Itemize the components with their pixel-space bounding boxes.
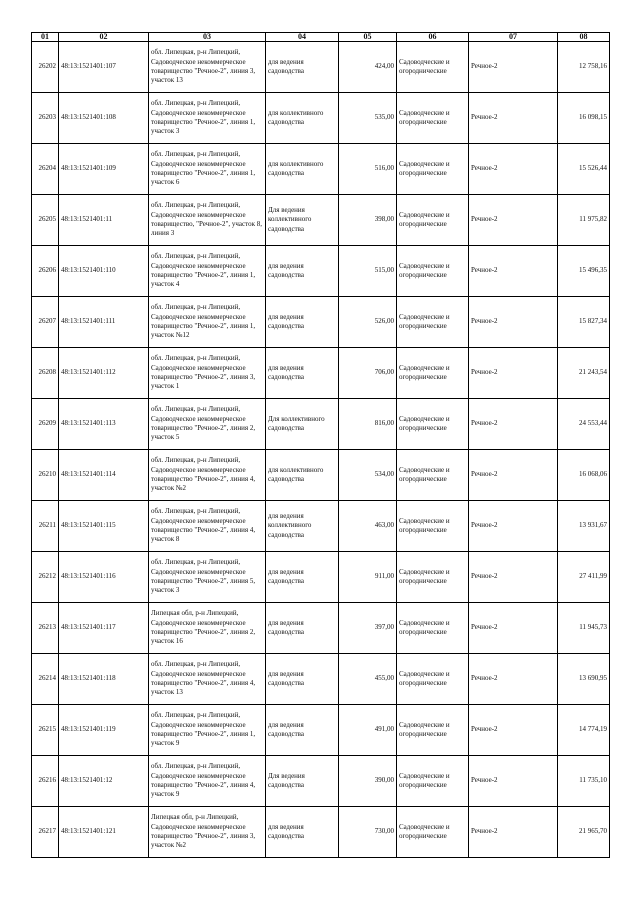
land-category-cell: Садоводческие и огороднические (397, 552, 469, 603)
permitted-use-cell (266, 144, 339, 195)
address-text: обл. Липецкая, р-н Липецкий, Садоводческое некоммерческое товарищество "Речное-2", линия 4, участок 8 (151, 507, 256, 544)
area-cell: 390,00 (339, 756, 397, 807)
header-col-04: 04 (266, 33, 339, 42)
cadastral-number-cell: 48:13:1521401:121 (59, 807, 149, 858)
area-cell: 491,00 (339, 705, 397, 756)
cadastral-number-cell: 48:13:1521401:114 (59, 450, 149, 501)
land-category-cell: Садоводческие и огороднические (397, 807, 469, 858)
land-category-cell: Садоводческие и огороднические (397, 195, 469, 246)
permitted-use-text: Для ведения садоводства (268, 771, 305, 789)
row-id-cell: 26216 (32, 756, 59, 807)
address-text: обл. Липецкая, р-н Липецкий, Садоводческое некоммерческое товарищество "Речное-2", линия 5, участок 3 (151, 558, 256, 595)
locality-cell: Речное-2 (469, 450, 558, 501)
cadastral-number-cell: 48:13:1521401:108 (59, 93, 149, 144)
address-text: обл. Липецкая, р-н Липецкий, Садоводческое некоммерческое товарищество "Речное-2", линия 1, участок 6 (151, 150, 256, 187)
locality-cell: Речное-2 (469, 246, 558, 297)
row-id-cell: 26205 (32, 195, 59, 246)
permitted-use-cell (266, 552, 339, 603)
address-text: обл. Липецкая, р-н Липецкий, Садоводческое некоммерческое товарищество "Речное-2", линия 2, участок 5 (151, 405, 256, 442)
table-row (32, 501, 610, 552)
cadastral-number-cell: 48:13:1521401:115 (59, 501, 149, 552)
header-row (32, 33, 610, 42)
area-cell: 397,00 (339, 603, 397, 654)
permitted-use-cell (266, 399, 339, 450)
address-cell (149, 603, 266, 654)
header-col-06: 06 (397, 33, 469, 42)
permitted-use-cell (266, 450, 339, 501)
cadastral-value-cell: 12 758,16 (558, 42, 610, 93)
cadastral-value-cell: 15 496,35 (558, 246, 610, 297)
cadastral-number-cell: 48:13:1521401:107 (59, 42, 149, 93)
permitted-use-cell (266, 246, 339, 297)
permitted-use-text: для ведения садоводства (268, 567, 304, 585)
row-id-cell: 26209 (32, 399, 59, 450)
row-id-cell: 26213 (32, 603, 59, 654)
cadastral-value-cell: 11 975,82 (558, 195, 610, 246)
area-cell: 424,00 (339, 42, 397, 93)
cadastral-number-cell: 48:13:1521401:118 (59, 654, 149, 705)
area-cell: 526,00 (339, 297, 397, 348)
row-id-cell: 26203 (32, 93, 59, 144)
locality-cell: Речное-2 (469, 144, 558, 195)
table-row (32, 42, 610, 93)
address-cell (149, 144, 266, 195)
address-text: обл. Липецкая, р-н Липецкий, Садоводческое некоммерческое товарищество "Речное-2", линия 1, участок 9 (151, 711, 256, 748)
permitted-use-cell (266, 501, 339, 552)
area-cell: 706,00 (339, 348, 397, 399)
permitted-use-text: для ведения садоводства (268, 669, 304, 687)
address-cell (149, 348, 266, 399)
permitted-use-text: для коллективного садоводства (268, 108, 324, 126)
address-text: обл. Липецкая, р-н Липецкий, Садоводческое некоммерческое товарищество "Речное-2", линия 4, участок 9 (151, 762, 256, 799)
row-id-cell: 26215 (32, 705, 59, 756)
locality-cell: Речное-2 (469, 297, 558, 348)
table-row (32, 450, 610, 501)
cadastral-value-cell: 27 411,99 (558, 552, 610, 603)
land-category-cell: Садоводческие и огороднические (397, 450, 469, 501)
address-cell (149, 552, 266, 603)
permitted-use-text: для ведения садоводства (268, 312, 304, 330)
address-cell (149, 705, 266, 756)
address-cell (149, 756, 266, 807)
land-category-cell: Садоводческие и огороднические (397, 654, 469, 705)
permitted-use-text: для ведения садоводства (268, 261, 304, 279)
locality-cell: Речное-2 (469, 42, 558, 93)
permitted-use-text: для коллективного садоводства (268, 159, 324, 177)
table-row (32, 297, 610, 348)
address-cell (149, 297, 266, 348)
cadastral-number-cell: 48:13:1521401:113 (59, 399, 149, 450)
header-col-08: 08 (558, 33, 610, 42)
table-row (32, 93, 610, 144)
permitted-use-text: для коллективного садоводства (268, 465, 324, 483)
locality-cell: Речное-2 (469, 603, 558, 654)
address-cell (149, 450, 266, 501)
row-id-cell: 26207 (32, 297, 59, 348)
address-cell (149, 195, 266, 246)
address-text: Липецкая обл, р-н Липецкий, Садоводческое некоммерческое товарищество "Речное-2", линия 2, участок 16 (151, 609, 256, 646)
cadastral-value-cell: 16 068,06 (558, 450, 610, 501)
cadastral-number-cell: 48:13:1521401:11 (59, 195, 149, 246)
permitted-use-text: для ведения садоводства (268, 57, 304, 75)
permitted-use-text: для ведения садоводства (268, 720, 304, 738)
permitted-use-cell (266, 654, 339, 705)
land-category-cell: Садоводческие и огороднические (397, 348, 469, 399)
area-cell: 816,00 (339, 399, 397, 450)
permitted-use-cell (266, 756, 339, 807)
cadastral-number-cell: 48:13:1521401:117 (59, 603, 149, 654)
address-cell (149, 399, 266, 450)
locality-cell: Речное-2 (469, 807, 558, 858)
cadastral-value-cell: 11 735,10 (558, 756, 610, 807)
land-registry-table (31, 32, 610, 858)
land-category-cell: Садоводческие и огороднические (397, 42, 469, 93)
cadastral-number-cell: 48:13:1521401:12 (59, 756, 149, 807)
cadastral-number-cell: 48:13:1521401:109 (59, 144, 149, 195)
land-category-cell: Садоводческие и огороднические (397, 603, 469, 654)
cadastral-value-cell: 24 553,44 (558, 399, 610, 450)
cadastral-value-cell: 15 526,44 (558, 144, 610, 195)
row-id-cell: 26217 (32, 807, 59, 858)
cadastral-number-cell: 48:13:1521401:112 (59, 348, 149, 399)
locality-cell: Речное-2 (469, 93, 558, 144)
permitted-use-cell (266, 348, 339, 399)
address-cell (149, 807, 266, 858)
area-cell: 534,00 (339, 450, 397, 501)
land-category-cell: Садоводческие и огороднические (397, 246, 469, 297)
area-cell: 516,00 (339, 144, 397, 195)
permitted-use-text: для ведения садоводства (268, 363, 304, 381)
table-header (32, 33, 610, 42)
cadastral-value-cell: 11 945,73 (558, 603, 610, 654)
locality-cell: Речное-2 (469, 705, 558, 756)
permitted-use-text: для ведения садоводства (268, 618, 304, 636)
permitted-use-cell (266, 42, 339, 93)
header-col-01: 01 (32, 33, 59, 42)
land-category-cell: Садоводческие и огороднические (397, 297, 469, 348)
permitted-use-cell (266, 807, 339, 858)
locality-cell: Речное-2 (469, 501, 558, 552)
table-row (32, 603, 610, 654)
address-cell (149, 42, 266, 93)
row-id-cell: 26208 (32, 348, 59, 399)
address-text: обл. Липецкая, р-н Липецкий, Садоводческое некоммерческое товарищество "Речное-2", линия 1, участок 4 (151, 252, 256, 289)
permitted-use-cell (266, 195, 339, 246)
table-body (32, 42, 610, 858)
table-row (32, 552, 610, 603)
cadastral-value-cell: 16 098,15 (558, 93, 610, 144)
permitted-use-cell (266, 93, 339, 144)
area-cell: 515,00 (339, 246, 397, 297)
area-cell: 463,00 (339, 501, 397, 552)
address-text: обл. Липецкая, р-н Липецкий, Садоводческое некоммерческое товарищество "Речное-2", линия 4, участок №2 (151, 456, 256, 493)
cadastral-number-cell: 48:13:1521401:116 (59, 552, 149, 603)
table-row (32, 348, 610, 399)
locality-cell: Речное-2 (469, 348, 558, 399)
row-id-cell: 26202 (32, 42, 59, 93)
locality-cell: Речное-2 (469, 756, 558, 807)
table-row (32, 399, 610, 450)
cadastral-value-cell: 21 965,70 (558, 807, 610, 858)
locality-cell: Речное-2 (469, 195, 558, 246)
permitted-use-text: Для коллективного садоводства (268, 414, 325, 432)
cadastral-number-cell: 48:13:1521401:111 (59, 297, 149, 348)
area-cell: 911,00 (339, 552, 397, 603)
address-text: обл. Липецкая, р-н Липецкий, Садоводческое некоммерческое товарищество "Речное-2", линия 1, участок 3 (151, 99, 256, 136)
header-col-03: 03 (149, 33, 266, 42)
land-category-cell: Садоводческие и огороднические (397, 756, 469, 807)
area-cell: 455,00 (339, 654, 397, 705)
locality-cell: Речное-2 (469, 552, 558, 603)
cadastral-number-cell: 48:13:1521401:119 (59, 705, 149, 756)
area-cell: 398,00 (339, 195, 397, 246)
row-id-cell: 26214 (32, 654, 59, 705)
locality-cell: Речное-2 (469, 654, 558, 705)
cadastral-value-cell: 14 774,19 (558, 705, 610, 756)
land-category-cell: Садоводческие и огороднические (397, 501, 469, 552)
address-text: обл. Липецкая, р-н Липецкий, Садоводческое некоммерческое товарищество, "Речное-2", участок 8, линия 3 (151, 201, 262, 238)
address-text: обл. Липецкая, р-н Липецкий, Садоводческое некоммерческое товарищество "Речное-2", линия 3, участок 1 (151, 354, 256, 391)
table-row (32, 705, 610, 756)
header-col-05: 05 (339, 33, 397, 42)
permitted-use-cell (266, 603, 339, 654)
address-text: обл. Липецкая, р-н Липецкий, Садоводческое некоммерческое товарищество "Речное-2", линия 1, участок №12 (151, 303, 256, 340)
header-col-02: 02 (59, 33, 149, 42)
table-row (32, 246, 610, 297)
address-cell (149, 654, 266, 705)
address-cell (149, 501, 266, 552)
row-id-cell: 26210 (32, 450, 59, 501)
permitted-use-cell (266, 297, 339, 348)
land-category-cell: Садоводческие и огороднические (397, 399, 469, 450)
row-id-cell: 26211 (32, 501, 59, 552)
address-text: обл. Липецкая, р-н Липецкий, Садоводческое некоммерческое товарищество "Речное-2", линия 3, участок 13 (151, 48, 256, 85)
land-category-cell: Садоводческие и огороднические (397, 705, 469, 756)
address-text: обл. Липецкая, р-н Липецкий, Садоводческое некоммерческое товарищество "Речное-2", линия 4, участок 13 (151, 660, 256, 697)
row-id-cell: 26206 (32, 246, 59, 297)
table-row (32, 144, 610, 195)
permitted-use-text: для ведения садоводства (268, 822, 304, 840)
address-cell (149, 93, 266, 144)
area-cell: 535,00 (339, 93, 397, 144)
area-cell: 730,00 (339, 807, 397, 858)
address-text: Липецкая обл, р-н Липецкий, Садоводческое некоммерческое товарищество "Речное-2", линия 3, участок №2 (151, 813, 256, 850)
row-id-cell: 26204 (32, 144, 59, 195)
table-row (32, 654, 610, 705)
permitted-use-cell (266, 705, 339, 756)
land-category-cell: Садоводческие и огороднические (397, 93, 469, 144)
cadastral-value-cell: 21 243,54 (558, 348, 610, 399)
table-row (32, 195, 610, 246)
cadastral-value-cell: 13 931,67 (558, 501, 610, 552)
address-cell (149, 246, 266, 297)
table-row (32, 756, 610, 807)
cadastral-number-cell: 48:13:1521401:110 (59, 246, 149, 297)
table-row (32, 807, 610, 858)
land-category-cell: Садоводческие и огороднические (397, 144, 469, 195)
header-col-07: 07 (469, 33, 558, 42)
cadastral-value-cell: 15 827,34 (558, 297, 610, 348)
locality-cell: Речное-2 (469, 399, 558, 450)
row-id-cell: 26212 (32, 552, 59, 603)
cadastral-value-cell: 13 690,95 (558, 654, 610, 705)
permitted-use-text: Для ведения коллективного садоводства (268, 205, 312, 233)
permitted-use-text: для ведения коллективного садоводства (268, 511, 312, 539)
